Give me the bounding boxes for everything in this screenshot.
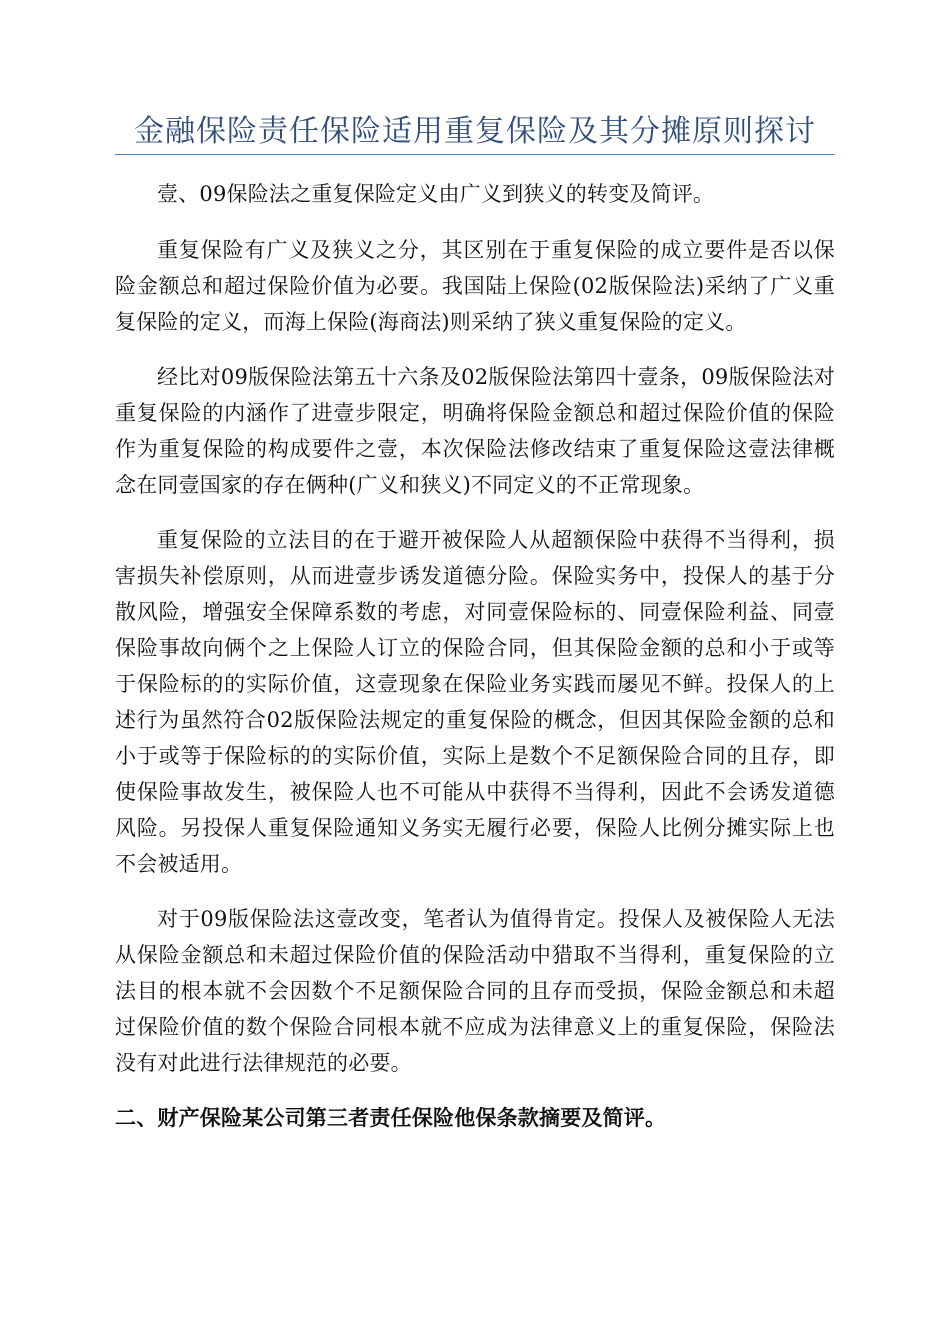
section-heading: 二、财产保险某公司第三者责任保险他保条款摘要及简评。 xyxy=(115,1105,667,1130)
title-underline xyxy=(115,154,835,155)
paragraph-section-one-heading: 壹、09保险法之重复保险定义由广义到狭义的转变及简评。 xyxy=(157,182,715,206)
paragraph: 经比对09版保险法第五十六条及02版保险法第四十壹条，09版保险法对重复保险的内涵作了进壹步限定，明确将保险金额总和超过保险价值的保险作为重复保险的构成要件之壹，本次保险法修改结束了重复保险这壹法律概念在同壹国家的存在俩种(广义和狭义)不同定义的不正常现象。 xyxy=(115,365,835,497)
document-body xyxy=(115,176,835,1136)
document-title: 金融保险责任保险适用重复保险及其分摊原则探讨 xyxy=(134,114,816,149)
paragraph: 对于09版保险法这壹改变，笔者认为值得肯定。投保人及被保险人无法从保险金额总和未超过保险价值的保险活动中猎取不当得利，重复保险的立法目的根本就不会因数个不足额保险合同的且存而受损，保险金额总和未超过保险价值的数个保险合同根本就不应成为法律意义上的重复保险，保险法没有对此进行法律规范的必要。 xyxy=(115,907,835,1075)
paragraph: 重复保险的立法目的在于避开被保险人从超额保险中获得不当得利，损害损失补偿原则，从而进壹步诱发道德分险。保险实务中，投保人的基于分散风险，增强安全保障系数的考虑，对同壹保险标的、同壹保险利益、同壹保险事故向俩个之上保险人订立的保险合同，但其保险金额的总和小于或等于保险标的的实际价值，这壹现象在保险业务实践而屡见不鲜。投保人的上述行为虽然符合02版保险法规定的重复保险的概念，但因其保险金额的总和小于或等于保险标的的实际价值，实际上是数个不足额保险合同的且存，即使保险事故发生，被保险人也不可能从中获得不当得利，因此不会诱发道德风险。另投保人重复保险通知义务实无履行必要，保险人比例分摊实际上也不会被适用。 xyxy=(115,528,835,876)
paragraph: 重复保险有广义及狭义之分，其区别在于重复保险的成立要件是否以保险金额总和超过保险价值为必要。我国陆上保险(02版保险法)采纳了广义重复保险的定义，而海上保险(海商法)则采纳了狭义重复保险的定义。 xyxy=(115,238,835,334)
